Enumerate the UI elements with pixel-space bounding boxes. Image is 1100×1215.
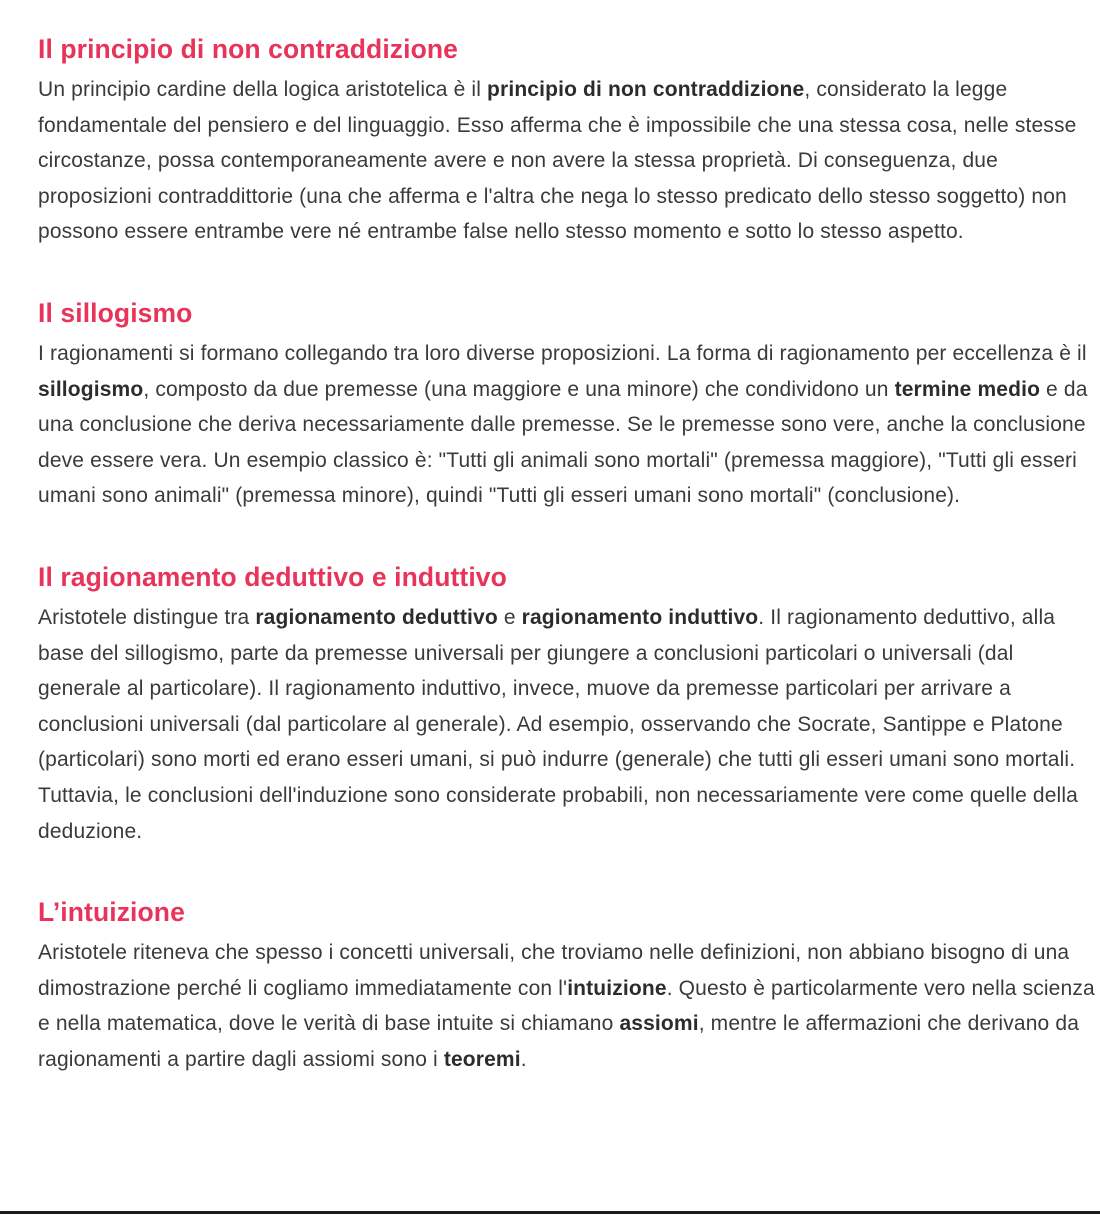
section-non-contraddizione: [38, 28, 1096, 250]
paragraph-text: Aristotele distingue tra: [38, 605, 256, 629]
paragraph-text: . Questo è particolarmente vero nella scienza e nella matematica, dove le verità di base intuite si chiamano: [38, 976, 1095, 1036]
section-paragraph: [38, 72, 1096, 250]
paragraph-text: Un principio cardine della logica aristotelica è il: [38, 78, 488, 101]
section-paragraph: [38, 935, 1096, 1077]
section-heading: Il ragionamento deduttivo e induttivo: [38, 561, 507, 592]
section-paragraph: [38, 600, 1096, 849]
section-sillogismo: [38, 292, 1096, 514]
bold-term: ragionamento induttivo: [521, 605, 759, 629]
section-heading: Il principio di non contraddizione: [38, 34, 459, 64]
paragraph-text: , considerato la legge fondamentale del pensiero e del linguaggio. Esso afferma che è impossibile che una stessa cosa, nelle stesse circostanze, possa contemporaneamente avere e non avere la stessa proprietà. Di conseguenza, due proposizioni contraddittorie (una che afferma e l'altra che nega lo stesso predicato dello stesso soggetto) non possono essere entrambe vere né entrambe false nello stesso momento e sotto lo stesso aspetto.: [38, 78, 1077, 244]
bold-term: assiomi: [619, 1012, 699, 1036]
bold-term: termine medio: [894, 377, 1041, 401]
section-deduttivo-induttivo: [38, 556, 1096, 849]
bottom-divider: [0, 1211, 1100, 1214]
section-heading: L’intuizione: [38, 897, 185, 928]
paragraph-text: , composto da due premesse (una maggiore e una minore) che condividono un: [143, 377, 895, 401]
bold-term: intuizione: [567, 976, 667, 1000]
bold-term: ragionamento deduttivo: [255, 605, 498, 629]
bold-term: sillogismo: [38, 377, 144, 401]
paragraph-text: .: [520, 1047, 527, 1071]
document-page: [38, 28, 1096, 1119]
paragraph-text: I ragionamenti si formano collegando tra loro diverse proposizioni. La forma di ragionamento per eccellenza è il: [38, 341, 1087, 365]
paragraph-text: , mentre le affermazioni che derivano da ragionamenti a partire dagli assiomi sono i: [38, 1012, 1080, 1071]
paragraph-text: Aristotele riteneva che spesso i concetti universali, che troviamo nelle definizioni, non abbiano bisogno di una dimostrazione perché li cogliamo immediatamente con l': [38, 941, 1070, 1000]
paragraph-text: e da una conclusione che deriva necessariamente dalle premesse. Se le premesse sono vere, anche la conclusione deve essere vera. Un esempio classico è: "Tutti gli animali sono mortali" (premessa maggiore), "Tutti gli esseri umani sono animali" (premessa minore), quindi "Tutti gli esseri umani sono mortali" (conclusione).: [38, 377, 1088, 508]
bold-term: principio di non contraddizione: [487, 78, 805, 101]
section-paragraph: [38, 336, 1096, 514]
paragraph-text: . Il ragionamento deduttivo, alla base del sillogismo, parte da premesse universali per giungere a conclusioni particolari o universali (dal generale al particolare). Il ragionamento induttivo, invece, muove da premesse particolari per arrivare a conclusioni universali (dal particolare al generale). Ad esempio, osservando che Socrate, Santippe e Platone (particolari) sono morti ed erano esseri umani, si può indurre (generale) che tutti gli esseri umani sono mortali. Tuttavia, le conclusioni dell'induzione sono considerate probabili, non necessariamente vere come quelle della deduzione.: [38, 605, 1079, 843]
section-intuizione: [38, 891, 1096, 1077]
paragraph-text: e: [497, 605, 522, 629]
section-heading: Il sillogismo: [38, 297, 193, 328]
bold-term: teoremi: [443, 1047, 521, 1071]
